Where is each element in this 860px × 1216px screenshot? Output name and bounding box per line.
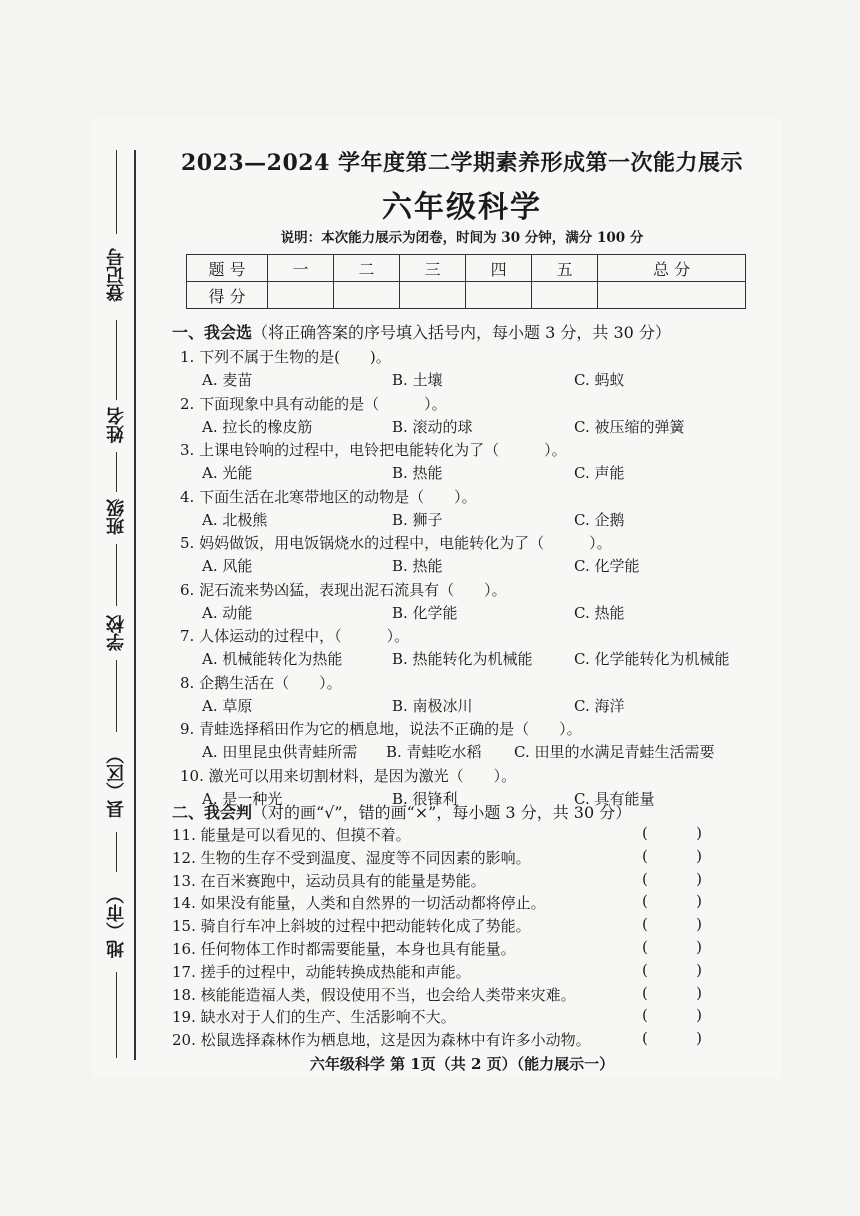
score-cell: 一	[268, 255, 334, 282]
answer-parentheses[interactable]	[642, 915, 702, 933]
paren-close: )	[696, 846, 702, 865]
mc-option-b: B. 热能	[392, 557, 443, 575]
section1-heading	[172, 320, 671, 343]
xianqu-line	[116, 660, 117, 732]
mc-option-a: A. 动能	[202, 603, 253, 622]
mc-option-c: C. 田里的水满足青蛙生活需要	[514, 743, 715, 761]
paren-open: (	[642, 960, 648, 979]
mc-option-c: C. 企鹅	[574, 510, 625, 529]
dengjihao-line	[116, 150, 117, 234]
xuexiao-line	[116, 544, 117, 606]
paren-open: (	[642, 983, 648, 1002]
paren-close: )	[696, 1029, 702, 1048]
dishi-line	[116, 832, 117, 872]
score-cell: 题 号	[187, 255, 268, 282]
tf-item: 13. 在百米赛跑中，运动员具有的能量是势能。	[172, 871, 486, 890]
mc-option-b: B. 狮子	[392, 510, 443, 529]
score-input-cell[interactable]	[268, 282, 334, 309]
answer-parentheses[interactable]	[642, 847, 702, 865]
paren-close: )	[696, 938, 702, 956]
mc-option-c: C. 化学能转化为机械能	[574, 650, 730, 668]
answer-parentheses[interactable]	[642, 892, 702, 910]
mc-question: 9. 青蛙选择稻田作为它的栖息地，说法不正确的是（ ）。	[180, 720, 582, 738]
binding-strip	[92, 150, 152, 1060]
score-input-cell[interactable]	[598, 282, 746, 309]
exam-note: 说明：本次能力展示为闭卷，时间为 30 分钟，满分 100 分	[280, 230, 644, 246]
section2-title: 二、我会判	[172, 803, 253, 822]
tf-item: 11. 能量是可以看见的、但摸不着。	[172, 826, 411, 844]
mc-question: 3. 上课电铃响的过程中，电铃把电能转化为了（ ）。	[180, 441, 567, 459]
score-input-cell[interactable]	[400, 282, 466, 309]
score-table-score-row	[187, 282, 746, 309]
mc-option-c: C. 具有能量	[574, 789, 655, 808]
tf-item: 12. 生物的生存不受到温度、湿度等不同因素的影响。	[172, 848, 531, 867]
tf-item: 17. 搓手的过程中，动能转换成热能和声能。	[172, 962, 471, 981]
answer-parentheses[interactable]	[642, 824, 702, 842]
mc-question: 10. 激光可以用来切割材料，是因为激光（ ）。	[180, 766, 517, 785]
paren-open: (	[642, 869, 648, 888]
mc-option-b: B. 热能转化为机械能	[392, 650, 533, 668]
mc-question: 2. 下面现象中具有动能的是（ ）。	[180, 394, 447, 413]
paren-close: )	[696, 983, 702, 1002]
section1-desc: （将正确答案的序号填入括号内，每小题 3 分，共 30 分）	[252, 323, 671, 342]
mc-option-c: C. 蚂蚁	[574, 371, 625, 389]
paren-open: (	[642, 846, 648, 865]
xianqu-label: 县（区）	[106, 746, 127, 818]
answer-parentheses[interactable]	[642, 961, 702, 979]
tf-item: 19. 缺水对于人们的生产、生活影响不大。	[172, 1008, 456, 1027]
page-footer: 六年级科学 第 1页（共 2 页）（能力展示一）	[309, 1055, 615, 1073]
score-input-cell[interactable]	[466, 282, 532, 309]
answer-parentheses[interactable]	[642, 984, 702, 1002]
mc-option-a: A. 田里昆虫供青蛙所需	[202, 743, 358, 761]
section1-title: 一、我会选	[172, 323, 253, 342]
dishi-bottom-line	[116, 972, 117, 1058]
exam-title: 2023—2024 学年度第二学期素养形成第一次能力展示	[180, 150, 744, 176]
paren-close: )	[696, 1006, 702, 1025]
score-row-label: 得 分	[187, 282, 268, 309]
score-cell: 四	[466, 255, 532, 282]
paren-open: (	[642, 1029, 648, 1048]
banji-line	[116, 452, 117, 492]
paren-close: )	[696, 892, 702, 911]
score-cell: 二	[334, 255, 400, 282]
mc-option-a: A. 北极熊	[202, 510, 268, 529]
mc-question: 4. 下面生活在北寒带地区的动物是（ ）。	[180, 487, 477, 506]
mc-question: 5. 妈妈做饭，用电饭锅烧水的过程中，电能转化为了（ ）。	[180, 534, 612, 552]
tf-item: 18. 核能能造福人类，假设使用不当，也会给人类带来灾难。	[172, 985, 576, 1004]
answer-parentheses[interactable]	[642, 1029, 702, 1047]
paren-close: )	[696, 824, 702, 842]
mc-option-b: B. 滚动的球	[392, 417, 473, 436]
mc-option-b: B. 化学能	[392, 603, 458, 622]
mc-question: 7. 人体运动的过程中，（ ）。	[180, 627, 410, 645]
score-input-cell[interactable]	[532, 282, 598, 309]
mc-option-b: B. 土壤	[392, 371, 443, 389]
mc-question: 1. 下列不属于生物的是( )。	[180, 348, 391, 366]
mc-option-b: B. 很锋利	[392, 789, 458, 808]
section2-desc: （对的画“√”，错的画“×”，每小题 3 分，共 30 分）	[252, 803, 632, 822]
xingming-label: 姓名	[106, 407, 127, 443]
paren-close: )	[696, 960, 702, 979]
paren-close: )	[696, 869, 702, 888]
paren-open: (	[642, 1006, 648, 1025]
answer-parentheses[interactable]	[642, 1006, 702, 1024]
paren-open: (	[642, 824, 648, 842]
mc-option-c: C. 被压缩的弹簧	[574, 417, 685, 436]
score-table-header-row	[187, 255, 746, 282]
dengjihao-label: 登记号	[106, 248, 127, 302]
mc-question: 6. 泥石流来势凶猛，表现出泥石流具有（ ）。	[180, 580, 507, 599]
tf-item: 20. 松鼠选择森林作为栖息地，这是因为森林中有许多小动物。	[172, 1031, 591, 1050]
dishi-label: 地（市）	[106, 886, 127, 958]
subject-title: 六年级科学	[382, 190, 542, 225]
mc-option-c: C. 热能	[574, 603, 625, 622]
mc-option-c: C. 海洋	[574, 696, 625, 715]
score-table	[186, 254, 746, 309]
paren-open: (	[642, 892, 648, 911]
tf-item: 15. 骑自行车冲上斜坡的过程中把动能转化成了势能。	[172, 917, 531, 936]
mc-option-a: A. 风能	[202, 557, 253, 575]
tf-item: 14. 如果没有能量，人类和自然界的一切活动都将停止。	[172, 894, 546, 913]
section2-heading	[172, 800, 631, 823]
mc-option-a: A. 拉长的橡皮筋	[202, 417, 313, 436]
paren-open: (	[642, 915, 648, 934]
mc-option-a: A. 是一种光	[202, 789, 283, 808]
mc-option-a: A. 草原	[202, 696, 253, 715]
mc-option-a: A. 光能	[202, 464, 253, 482]
mc-option-a: A. 麦苗	[202, 371, 253, 389]
mc-option-c: C. 化学能	[574, 557, 640, 575]
banji-label: 班级	[106, 499, 127, 535]
paren-close: )	[696, 915, 702, 934]
mc-option-a: A. 机械能转化为热能	[202, 650, 343, 668]
mc-question: 8. 企鹅生活在（ ）。	[180, 673, 342, 692]
score-cell: 三	[400, 255, 466, 282]
mc-option-b: B. 青蛙吃水稻	[386, 743, 482, 761]
answer-parentheses[interactable]	[642, 870, 702, 888]
score-cell: 总 分	[598, 255, 746, 282]
xuexiao-label: 学校	[106, 615, 127, 651]
answer-parentheses[interactable]	[642, 938, 702, 956]
xingming-line	[116, 320, 117, 400]
binding-rule	[134, 150, 136, 1060]
score-input-cell[interactable]	[334, 282, 400, 309]
paren-open: (	[642, 938, 648, 956]
mc-option-b: B. 热能	[392, 464, 443, 482]
mc-option-c: C. 声能	[574, 464, 625, 482]
score-cell: 五	[532, 255, 598, 282]
tf-item: 16. 任何物体工作时都需要能量，本身也具有能量。	[172, 940, 516, 958]
mc-option-b: B. 南极冰川	[392, 696, 473, 715]
